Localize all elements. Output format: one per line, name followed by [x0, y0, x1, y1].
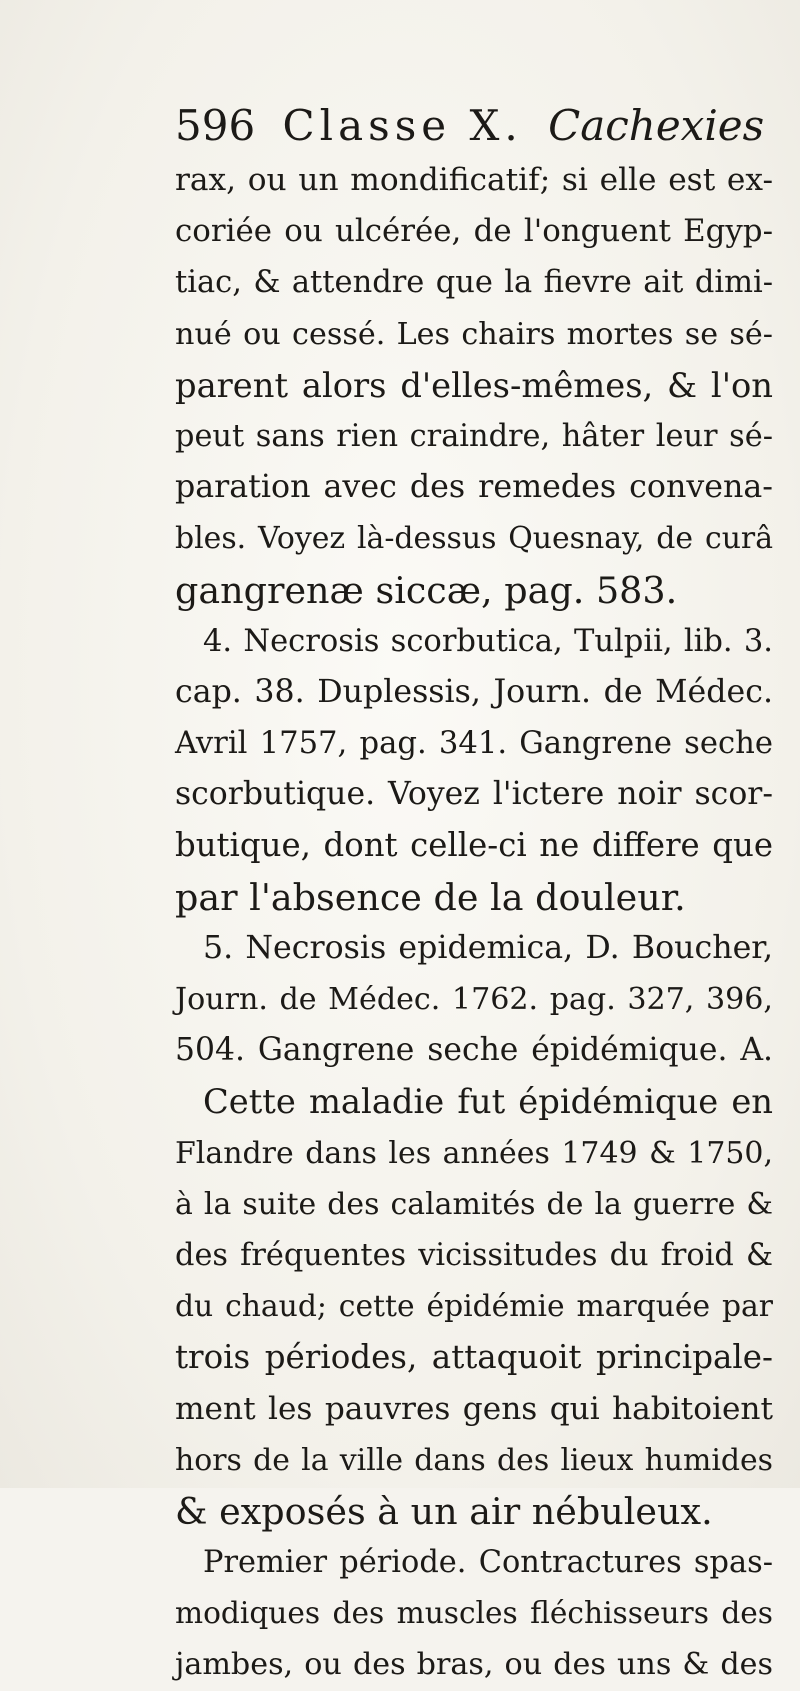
text-line: coriée ou ulcérée, de l'onguent Egyp- — [175, 213, 773, 250]
text-line: Avril 1757, pag. 341. Gangrene seche — [175, 726, 773, 762]
text-line: par l'absence de la douleur. — [175, 875, 686, 919]
text-line: du chaud; cette épidémie marquée par — [175, 1289, 773, 1325]
text-line: bles. Voyez là-dessus Quesnay, de curâ — [175, 521, 773, 557]
text-line: butique, dont celle-ci ne differe que — [175, 826, 773, 865]
text-line: 4. Necrosis scorbutica, Tulpii, lib. 3. — [203, 623, 773, 659]
text-line: des fréquentes vicissitudes du froid & — [175, 1237, 773, 1273]
text-line: Premier période. Contractures spas- — [203, 1545, 773, 1581]
text-line: scorbutique. Voyez l'ictere noir scor- — [175, 776, 773, 813]
body-text — [175, 155, 773, 1691]
text-line: rax, ou un mondificatif; si elle est ex- — [175, 162, 773, 198]
text-line: 5. Necrosis epidemica, D. Boucher, — [203, 929, 773, 966]
text-line: Cette maladie fut épidémique en — [203, 1082, 773, 1122]
text-line: trois périodes, attaquoit principale- — [175, 1338, 773, 1377]
text-line: & exposés à un air nébuleux. — [175, 1489, 713, 1533]
text-line: parent alors d'elles-mêmes, & l'on — [175, 365, 773, 405]
text-line: cap. 38. Duplessis, Journ. de Médec. — [175, 673, 773, 710]
running-header — [175, 100, 765, 152]
text-line: ment les pauvres gens qui habitoient — [175, 1390, 773, 1427]
text-line: peut sans rien craindre, hâter leur sé- — [175, 418, 773, 454]
text-line: paration avec des remedes convena- — [175, 469, 773, 506]
chapter-title: Cachexies — [548, 101, 765, 150]
text-line: hors de la ville dans des lieux humides — [175, 1442, 773, 1478]
text-line: à la suite des calamités de la guerre & — [175, 1186, 773, 1222]
text-line: Journ. de Médec. 1762. pag. 327, 396, — [175, 982, 773, 1017]
text-line: jambes, ou des bras, ou des uns & des — [175, 1647, 773, 1683]
page-number: 596 — [175, 101, 256, 150]
text-line: nué ou cessé. Les chairs mortes se sé- — [175, 316, 773, 352]
text-line: tiac, & attendre que la fievre ait dimi- — [175, 265, 773, 301]
text-line: modiques des muscles fléchisseurs des — [175, 1596, 773, 1631]
text-line: 504. Gangrene seche épidémique. A. — [175, 1032, 773, 1069]
text-line: gangrenæ siccæ, pag. 583. — [175, 568, 678, 612]
class-title: Classe X. — [282, 101, 523, 150]
text-line: Flandre dans les années 1749 & 1750, — [175, 1135, 773, 1171]
